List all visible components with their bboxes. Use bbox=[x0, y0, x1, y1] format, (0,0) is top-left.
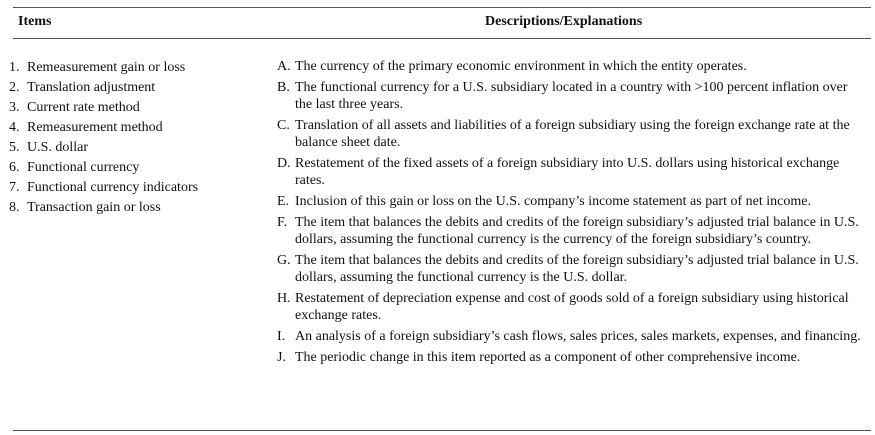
list-item bbox=[9, 178, 259, 198]
description-letter: H. bbox=[277, 291, 291, 306]
descriptions-header: Descriptions/Explanations bbox=[485, 14, 643, 29]
description-item bbox=[277, 117, 867, 151]
description-letter: D. bbox=[277, 156, 291, 171]
description-text: Restatement of depreciation expense and cost of goods sold of a foreign subsidiary using historical exchange rates. bbox=[295, 291, 849, 323]
description-text: Translation of all assets and liabilities of a foreign subsidiary using the foreign exchange rate at the balance sheet date. bbox=[295, 118, 850, 150]
item-number: 3. bbox=[9, 100, 20, 115]
description-letter: F. bbox=[277, 215, 288, 230]
item-number: 6. bbox=[9, 160, 20, 175]
description-item bbox=[277, 214, 867, 248]
description-letter: B. bbox=[277, 80, 290, 95]
list-item bbox=[9, 198, 259, 218]
item-number: 1. bbox=[9, 60, 20, 75]
item-text: Translation adjustment bbox=[27, 80, 156, 95]
item-text: Remeasurement gain or loss bbox=[27, 60, 186, 75]
description-text: An analysis of a foreign subsidiary’s cash flows, sales prices, sales markets, expenses, and financing. bbox=[295, 329, 861, 344]
description-letter: A. bbox=[277, 59, 291, 74]
description-item bbox=[277, 79, 867, 113]
description-item bbox=[277, 58, 867, 75]
description-letter: I. bbox=[277, 329, 286, 344]
item-text: Current rate method bbox=[27, 100, 140, 115]
item-text: Remeasurement method bbox=[27, 120, 163, 135]
description-item bbox=[277, 252, 867, 286]
description-text: The item that balances the debits and credits of the foreign subsidiary’s adjusted trial balance in U.S. dollars, assuming the functional currency is the currency of the foreign subsidiary’s country. bbox=[295, 215, 859, 247]
list-item bbox=[9, 138, 259, 158]
description-item bbox=[277, 349, 867, 366]
description-text: The periodic change in this item reported as a component of other comprehensive income. bbox=[295, 350, 801, 365]
description-item bbox=[277, 193, 867, 210]
item-text: Transaction gain or loss bbox=[27, 200, 161, 215]
items-list bbox=[9, 58, 259, 218]
description-item bbox=[277, 328, 867, 345]
items-header: Items bbox=[18, 14, 52, 29]
list-item bbox=[9, 118, 259, 138]
item-number: 5. bbox=[9, 140, 20, 155]
description-letter: G. bbox=[277, 253, 291, 268]
item-text: Functional currency bbox=[27, 160, 140, 175]
item-text: Functional currency indicators bbox=[27, 180, 199, 195]
list-item bbox=[9, 158, 259, 178]
item-number: 4. bbox=[9, 120, 20, 135]
description-item bbox=[277, 155, 867, 189]
item-number: 7. bbox=[9, 180, 20, 195]
description-text: The item that balances the debits and credits of the foreign subsidiary’s adjusted trial balance in U.S. dollars, assuming the functional currency is the U.S. dollar. bbox=[295, 253, 859, 285]
table-top-rule bbox=[13, 7, 871, 8]
item-text: U.S. dollar bbox=[27, 140, 89, 155]
table-bottom-rule bbox=[13, 430, 871, 431]
description-letter: J. bbox=[277, 350, 286, 365]
header-rule bbox=[13, 38, 871, 39]
list-item bbox=[9, 58, 259, 78]
description-text: The currency of the primary economic environment in which the entity operates. bbox=[295, 59, 747, 74]
description-letter: E. bbox=[277, 194, 290, 209]
description-text: Restatement of the fixed assets of a foreign subsidiary into U.S. dollars using historical exchange rates. bbox=[295, 156, 840, 188]
description-text: The functional currency for a U.S. subsidiary located in a country with >100 percent inflation over the last three years. bbox=[295, 80, 848, 112]
description-letter: C. bbox=[277, 118, 290, 133]
item-number: 2. bbox=[9, 80, 20, 95]
description-text: Inclusion of this gain or loss on the U.S. company’s income statement as part of net income. bbox=[295, 194, 811, 209]
item-number: 8. bbox=[9, 200, 20, 215]
description-item bbox=[277, 290, 867, 324]
list-item bbox=[9, 98, 259, 118]
list-item bbox=[9, 78, 259, 98]
descriptions-list bbox=[277, 58, 867, 370]
